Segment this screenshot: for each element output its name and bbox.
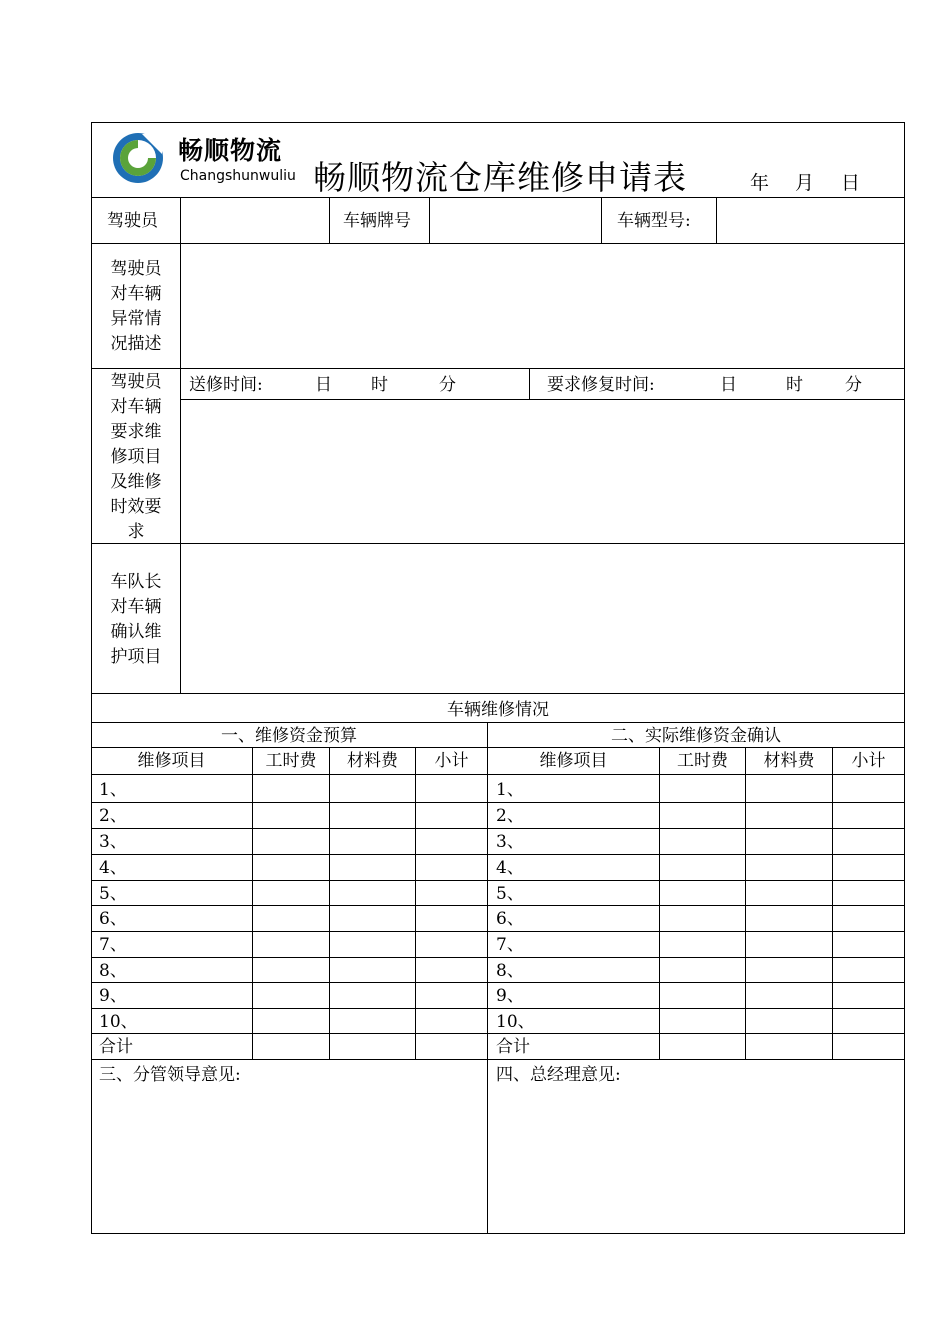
plate-label: 车辆牌号: [343, 211, 411, 231]
repair-request-field[interactable]: [181, 400, 904, 543]
manager-opinion-label: 三、分管领导意见:: [99, 1065, 241, 1085]
actual-col-item: 维修项目: [539, 751, 608, 771]
actual-row-6: 6、: [496, 909, 524, 929]
date-month: 月: [795, 172, 815, 194]
required-hour: 时: [786, 375, 803, 395]
driver-label: 驾驶员: [107, 211, 158, 231]
captain-confirm-field[interactable]: [181, 544, 904, 693]
budget-total: 合计: [99, 1037, 133, 1057]
send-day: 日: [315, 375, 332, 395]
budget-row-9: 9、: [99, 986, 127, 1006]
brand-name-en: Changshunwuliu: [180, 168, 296, 184]
date-year: 年: [750, 172, 770, 194]
required-day: 日: [720, 375, 737, 395]
budget-col-subtotal: 小计: [434, 751, 469, 771]
budget-col-material: 材料费: [347, 751, 398, 771]
budget-row-7: 7、: [99, 935, 127, 955]
budget-row-10: 10、: [99, 1012, 138, 1032]
actual-col-material: 材料费: [763, 751, 815, 771]
abnormal-label: 驾驶员 对车辆 异常情 况描述: [110, 259, 162, 354]
send-time-label: 送修时间:: [189, 375, 263, 395]
required-time-label: 要求修复时间:: [547, 375, 655, 395]
actual-row-9: 9、: [496, 986, 524, 1006]
abnormal-description-field[interactable]: [181, 244, 904, 368]
actual-row-1: 1、: [496, 780, 524, 800]
model-label: 车辆型号:: [617, 211, 691, 231]
budget-row-1: 1、: [99, 780, 127, 800]
manager-opinion-field[interactable]: [92, 1060, 487, 1233]
actual-row-2: 2、: [496, 806, 524, 826]
budget-row-8: 8、: [99, 961, 127, 981]
budget-row-5: 5、: [99, 884, 127, 904]
model-field[interactable]: [717, 198, 904, 243]
budget-col-item: 维修项目: [137, 751, 206, 771]
budget-row-6: 6、: [99, 909, 127, 929]
date-day: 日: [841, 172, 861, 194]
gm-opinion-label: 四、总经理意见:: [496, 1065, 621, 1085]
repair-heading: 车辆维修情况: [447, 700, 549, 720]
budget-title: 一、维修资金预算: [221, 726, 357, 746]
actual-title: 二、实际维修资金确认: [611, 726, 781, 746]
actual-row-10: 10、: [496, 1012, 535, 1032]
actual-row-3: 3、: [496, 832, 524, 852]
page-title: 畅顺物流仓库维修申请表: [313, 158, 687, 197]
actual-row-7: 7、: [496, 935, 524, 955]
send-minute: 分: [439, 375, 456, 395]
actual-col-subtotal: 小计: [851, 751, 886, 771]
brand-name-cn: 畅顺物流: [178, 136, 283, 165]
company-logo-icon: [112, 132, 164, 184]
plate-field[interactable]: [430, 198, 601, 243]
budget-row-3: 3、: [99, 832, 127, 852]
request-label: 驾驶员 对车辆 要求维 修项目 及维修 时效要 求: [110, 372, 162, 542]
driver-field[interactable]: [181, 198, 329, 243]
send-hour: 时: [371, 375, 388, 395]
budget-row-4: 4、: [99, 858, 127, 878]
captain-confirm-label: 车队长 对车辆 确认维 护项目: [110, 572, 162, 667]
actual-row-5: 5、: [496, 884, 524, 904]
required-minute: 分: [845, 375, 862, 395]
gm-opinion-field[interactable]: [488, 1060, 904, 1233]
actual-row-4: 4、: [496, 858, 524, 878]
budget-row-2: 2、: [99, 806, 127, 826]
actual-total: 合计: [496, 1037, 530, 1057]
actual-col-labor: 工时费: [677, 751, 728, 771]
actual-row-8: 8、: [496, 961, 524, 981]
budget-col-labor: 工时费: [265, 751, 317, 771]
